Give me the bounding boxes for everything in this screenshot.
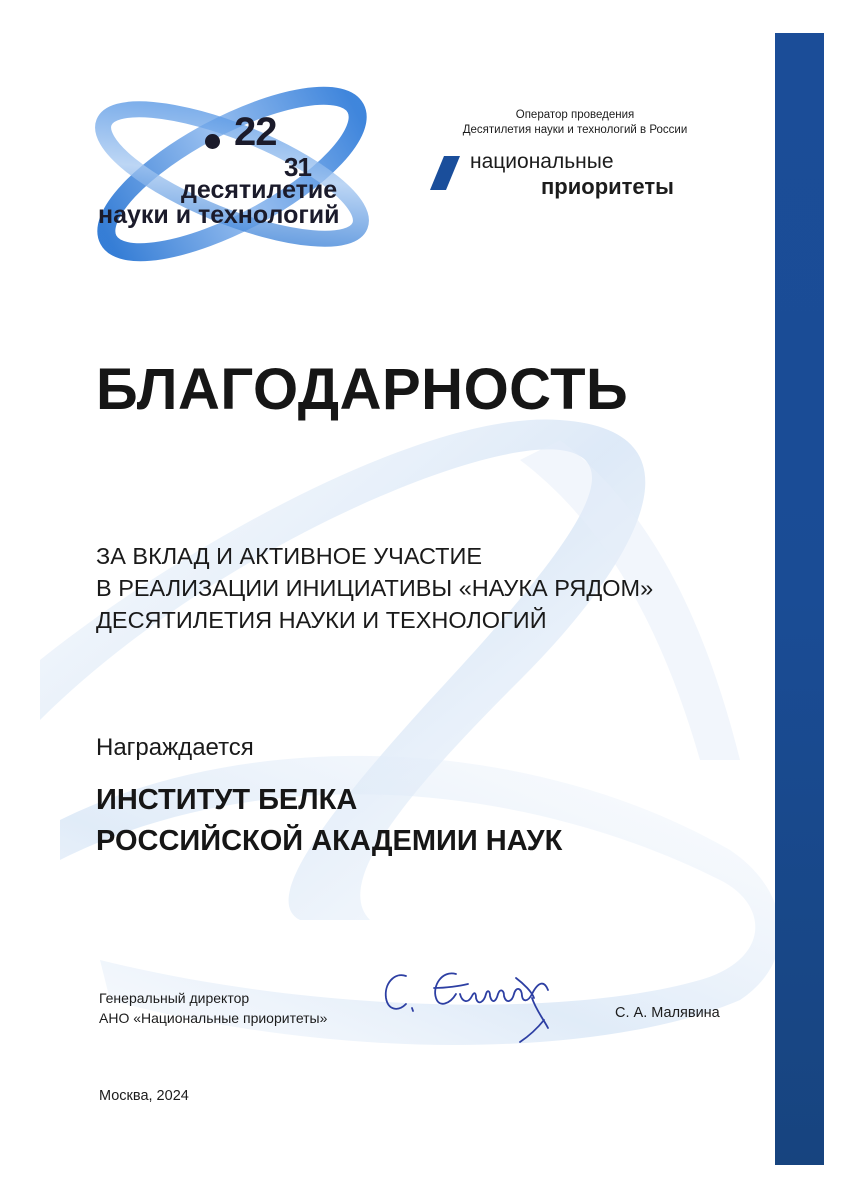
logo-text-line2: науки и технологий [98,201,340,229]
brand-side-band [775,33,824,1165]
award-reason [96,540,653,636]
signatory-position [99,988,327,1028]
operator-caption [440,108,710,138]
handwritten-signature [376,958,566,1053]
recipient-name [96,780,562,862]
awarded-label: Награждается [96,734,254,761]
recipient-line1: ИНСТИТУТ БЕЛКА [96,784,358,816]
reason-line3: ДЕСЯТИЛЕТИЯ НАУКИ И ТЕХНОЛОГИЙ [96,607,547,633]
slash-icon [430,156,460,190]
reason-line2: В РЕАЛИЗАЦИИ ИНИЦИАТИВЫ «НАУКА РЯДОМ» [96,575,654,601]
np-logo-line1: национальные [470,150,614,173]
city-year: Москва, 2024 [99,1088,189,1104]
logo-number-22: 22 [234,110,277,154]
operator-line2: Десятилетия науки и технологий в России [462,124,688,136]
decade-of-science-logo [84,74,384,274]
recipient-line2: РОССИЙСКОЙ АКАДЕМИИ НАУК [96,825,563,857]
national-priorities-logo [430,150,720,210]
logo-number-31: 31 [284,152,311,182]
logo-dot [205,134,220,149]
reason-line1: ЗА ВКЛАД И АКТИВНОЕ УЧАСТИЕ [96,543,483,569]
certificate-title: БЛАГОДАРНОСТЬ [96,357,629,422]
signatory-position-line1: Генеральный директор [99,990,250,1006]
signatory-name: С. А. Малявина [615,1005,720,1021]
signatory-position-line2: АНО «Национальные приоритеты» [99,1010,328,1026]
logo-text-line1: десятилетие [181,176,338,204]
operator-line1: Оператор проведения [515,109,635,121]
np-logo-line2: приоритеты [541,174,674,199]
